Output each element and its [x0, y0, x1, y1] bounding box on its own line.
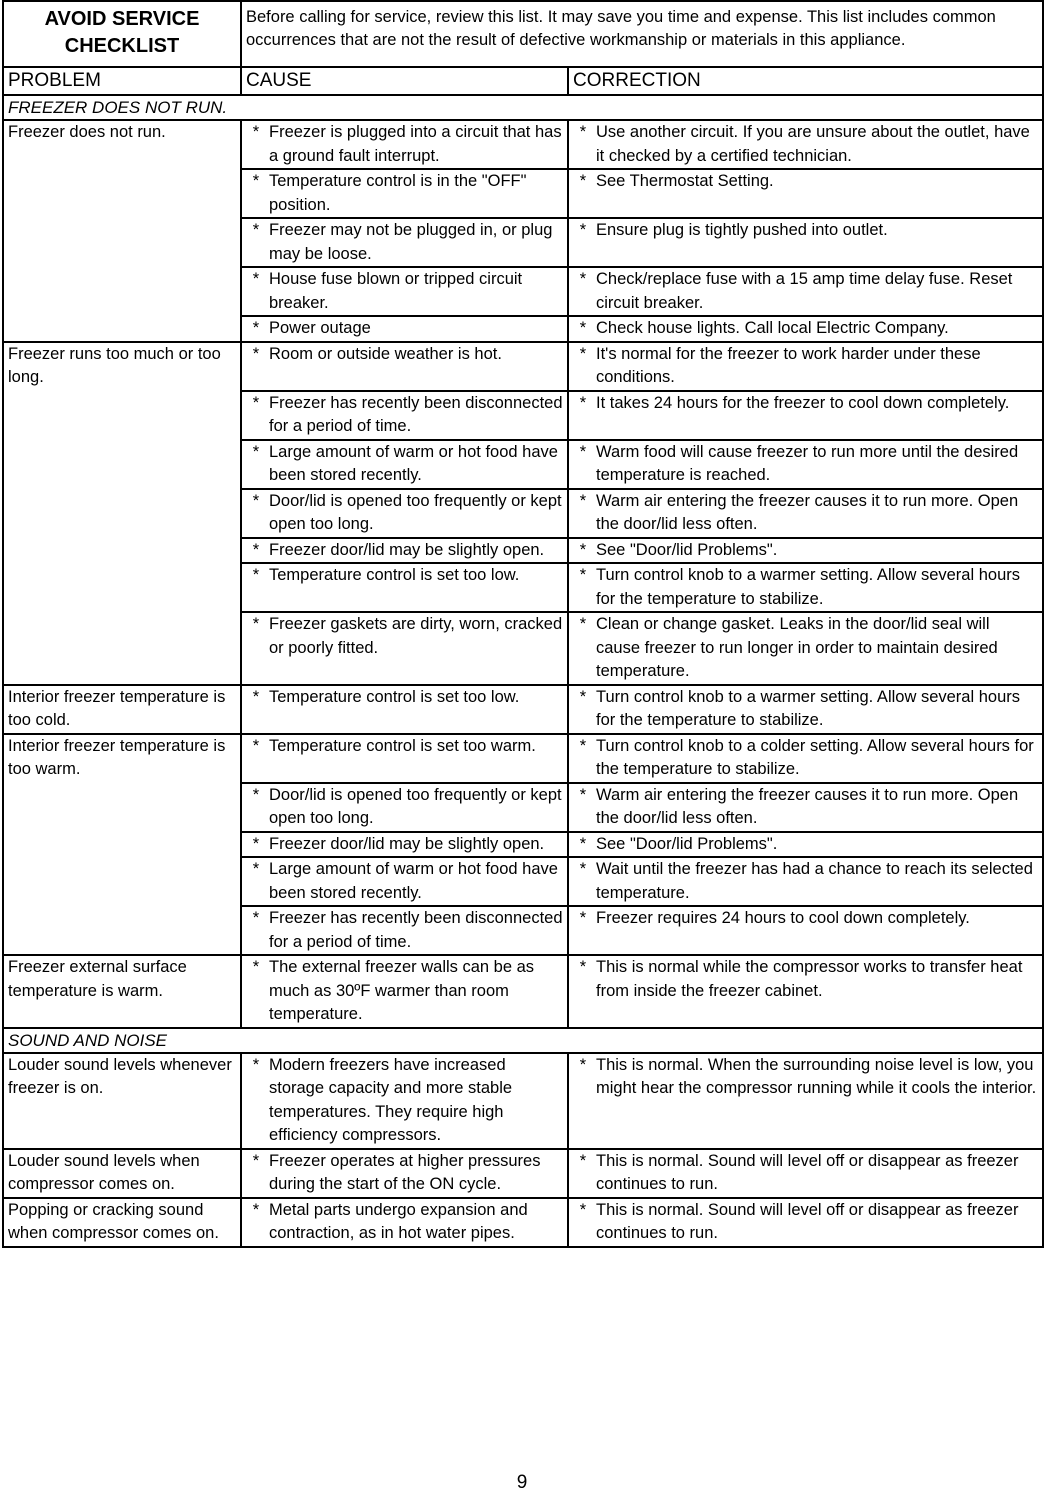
correction-item — [573, 219, 1038, 243]
correction-text: Warm air entering the freezer causes it to run more. Open the door/lid less often. — [596, 785, 1019, 827]
cause-cell — [241, 612, 568, 685]
cause-item — [246, 613, 563, 660]
bullet-marker: * — [252, 615, 260, 633]
correction-item — [573, 907, 1038, 931]
checklist-row — [3, 734, 1043, 783]
cause-text: Room or outside weather is hot. — [269, 344, 502, 363]
problem-cell: Louder sound levels whenever freezer is on. — [3, 1053, 241, 1149]
checklist-row — [3, 685, 1043, 734]
problem-cell: Louder sound levels when compressor comes on. — [3, 1149, 241, 1198]
cause-text: Modern freezers have increased storage capacity and more stable temperatures. They require high efficiency compressors. — [269, 1055, 513, 1144]
correction-text: Turn control knob to a warmer setting. Allow several hours for the temperature to stabilize. — [596, 687, 1020, 729]
bullet-marker: * — [252, 958, 260, 976]
bullet-marker: * — [579, 1151, 587, 1170]
checklist-row — [3, 1198, 1043, 1247]
bullet-marker: * — [579, 442, 587, 461]
correction-cell — [568, 120, 1043, 169]
correction-text: It's normal for the freezer to work harder under these conditions. — [596, 344, 981, 386]
correction-cell — [568, 955, 1043, 1028]
correction-text: Turn control knob to a colder setting. Allow several hours for the temperature to stabilize. — [596, 736, 1034, 778]
cause-item — [246, 219, 563, 266]
bullet-marker: * — [579, 785, 587, 804]
cause-cell — [241, 1198, 568, 1247]
cause-item — [246, 539, 563, 563]
checklist-row — [3, 1053, 1043, 1149]
cause-cell — [241, 342, 568, 391]
correction-text: Clean or change gasket. Leaks in the door/lid seal will cause freezer to run longer in order to maintain desired temperature. — [596, 615, 998, 680]
correction-cell — [568, 316, 1043, 342]
correction-item — [573, 170, 1038, 194]
bullet-marker: * — [579, 221, 587, 239]
bullet-marker: * — [579, 1200, 587, 1219]
correction-item — [573, 1150, 1038, 1197]
cause-item — [246, 858, 563, 905]
cause-item — [246, 784, 563, 831]
cause-cell — [241, 832, 568, 858]
bullet-marker: * — [252, 491, 260, 510]
bullet-marker: * — [579, 393, 587, 412]
bullet-marker: * — [579, 540, 587, 559]
checklist-row — [3, 120, 1043, 169]
correction-cell — [568, 489, 1043, 538]
cause-text: Freezer may not be plugged in, or plug may be loose. — [269, 221, 553, 263]
bullet-marker: * — [579, 491, 587, 510]
bullet-marker: * — [252, 785, 260, 804]
cause-item — [246, 833, 563, 857]
cause-item — [246, 121, 563, 168]
correction-text: Warm food will cause freezer to run more until the desired temperature is reached. — [596, 442, 1019, 484]
cause-text: House fuse blown or tripped circuit breaker. — [269, 270, 523, 312]
bullet-marker: * — [252, 736, 260, 755]
correction-cell — [568, 538, 1043, 564]
correction-text: Use another circuit. If you are unsure about the outlet, have it checked by a certified technician. — [596, 123, 1030, 165]
page-number: 9 — [516, 1472, 528, 1493]
cause-item — [246, 956, 563, 1027]
correction-cell — [568, 783, 1043, 832]
correction-text: Wait until the freezer has had a chance to reach its selected temperature. — [596, 860, 1033, 902]
checklist-row — [3, 955, 1043, 1028]
cause-cell — [241, 685, 568, 734]
cause-text: Door/lid is opened too frequently or kept open too long. — [269, 491, 562, 533]
bullet-marker: * — [579, 270, 587, 288]
problem-cell: Freezer runs too much or too long. — [3, 342, 241, 685]
checklist-intro: Before calling for service, review this list. It may save you time and expense. This list includes common occurrences that are not the result of defective workmanship or materials in this appliance. — [241, 1, 1043, 67]
bullet-marker: * — [252, 1200, 260, 1219]
problem-cell: Interior freezer temperature is too warm. — [3, 734, 241, 956]
section-title: FREEZER DOES NOT RUN. — [3, 95, 1043, 120]
bullet-marker: * — [579, 860, 587, 878]
cause-item — [246, 735, 563, 759]
bullet-marker: * — [252, 319, 260, 337]
correction-cell — [568, 1053, 1043, 1149]
cause-item — [246, 1199, 563, 1246]
cause-cell — [241, 563, 568, 612]
correction-text: This is normal. Sound will level off or disappear as freezer continues to run. — [596, 1200, 1019, 1242]
bullet-marker: * — [579, 1055, 587, 1074]
correction-cell — [568, 218, 1043, 267]
cause-text: Large amount of warm or hot food have been stored recently. — [269, 442, 558, 484]
bullet-marker: * — [579, 344, 587, 363]
cause-cell — [241, 857, 568, 906]
correction-item — [573, 956, 1038, 1003]
correction-text: Ensure plug is tightly pushed into outlet. — [596, 221, 888, 239]
correction-text: Check/replace fuse with a 15 amp time delay fuse. Reset circuit breaker. — [596, 270, 1013, 312]
bullet-marker: * — [579, 566, 587, 584]
correction-item — [573, 441, 1038, 488]
cause-text: Freezer has recently been disconnected for a period of time. — [269, 393, 563, 435]
cause-text: Large amount of warm or hot food have been stored recently. — [269, 860, 558, 902]
bullet-marker: * — [252, 270, 260, 288]
checklist-row — [3, 1149, 1043, 1198]
cause-cell — [241, 955, 568, 1028]
cause-cell — [241, 489, 568, 538]
correction-cell — [568, 563, 1043, 612]
correction-item — [573, 735, 1038, 782]
cause-cell — [241, 440, 568, 489]
correction-cell — [568, 440, 1043, 489]
cause-item — [246, 907, 563, 954]
correction-text: It takes 24 hours for the freezer to cool down completely. — [596, 393, 1010, 412]
cause-cell — [241, 218, 568, 267]
correction-cell — [568, 1149, 1043, 1198]
cause-item — [246, 317, 563, 341]
bullet-marker: * — [252, 909, 260, 927]
bullet-marker: * — [252, 566, 260, 584]
column-header-correction: CORRECTION — [568, 67, 1043, 95]
cause-item — [246, 343, 563, 367]
correction-cell — [568, 267, 1043, 316]
problem-cell: Popping or cracking sound when compressor comes on. — [3, 1198, 241, 1247]
cause-cell — [241, 267, 568, 316]
cause-text: Metal parts undergo expansion and contraction, as in hot water pipes. — [269, 1200, 528, 1242]
cause-text: The external freezer walls can be as much as 30ºF warmer than room temperature. — [269, 958, 535, 1023]
correction-item — [573, 539, 1038, 563]
checklist-row — [3, 342, 1043, 391]
correction-item — [573, 343, 1038, 390]
bullet-marker: * — [579, 834, 587, 853]
column-header-row — [3, 67, 1043, 95]
cause-text: Temperature control is set too low. — [269, 687, 520, 706]
cause-cell — [241, 1053, 568, 1149]
correction-cell — [568, 391, 1043, 440]
bullet-marker: * — [252, 221, 260, 239]
correction-item — [573, 784, 1038, 831]
cause-item — [246, 564, 563, 588]
service-checklist-table — [2, 0, 1044, 1248]
correction-text: See "Door/lid Problems". — [596, 834, 778, 853]
correction-cell — [568, 169, 1043, 218]
bullet-marker: * — [579, 687, 587, 706]
cause-text: Temperature control is set too low. — [269, 566, 520, 584]
correction-text: Freezer requires 24 hours to cool down completely. — [596, 909, 970, 927]
problem-cell: Interior freezer temperature is too cold. — [3, 685, 241, 734]
correction-item — [573, 268, 1038, 315]
bullet-marker: * — [252, 687, 260, 706]
correction-cell — [568, 685, 1043, 734]
cause-cell — [241, 538, 568, 564]
cause-item — [246, 686, 563, 710]
correction-item — [573, 317, 1038, 341]
cause-text: Freezer has recently been disconnected for a period of time. — [269, 909, 563, 951]
cause-text: Freezer door/lid may be slightly open. — [269, 540, 545, 559]
correction-text: See "Door/lid Problems". — [596, 540, 778, 559]
cause-text: Temperature control is set too warm. — [269, 736, 536, 755]
correction-cell — [568, 832, 1043, 858]
section-header-row — [3, 95, 1043, 120]
cause-text: Door/lid is opened too frequently or kept open too long. — [269, 785, 562, 827]
bullet-marker: * — [579, 123, 587, 141]
bullet-marker: * — [252, 1055, 260, 1074]
cause-item — [246, 1150, 563, 1197]
cause-text: Freezer is plugged into a circuit that has a ground fault interrupt. — [269, 123, 562, 165]
column-header-cause: CAUSE — [241, 67, 568, 95]
correction-item — [573, 392, 1038, 416]
bullet-marker: * — [579, 615, 587, 633]
section-title: SOUND AND NOISE — [3, 1028, 1043, 1053]
correction-item — [573, 1054, 1038, 1101]
checklist-body — [3, 95, 1043, 1247]
cause-item — [246, 392, 563, 439]
bullet-marker: * — [252, 344, 260, 363]
cause-cell — [241, 783, 568, 832]
correction-item — [573, 613, 1038, 684]
problem-cell: Freezer external surface temperature is warm. — [3, 955, 241, 1028]
correction-text: Turn control knob to a warmer setting. Allow several hours for the temperature to stabilize. — [596, 566, 1020, 608]
bullet-marker: * — [252, 860, 260, 878]
correction-text: Check house lights. Call local Electric Company. — [596, 319, 949, 337]
correction-item — [573, 564, 1038, 611]
cause-text: Freezer gaskets are dirty, worn, cracked or poorly fitted. — [269, 615, 563, 657]
correction-cell — [568, 342, 1043, 391]
correction-cell — [568, 734, 1043, 783]
cause-item — [246, 1054, 563, 1148]
bullet-marker: * — [252, 442, 260, 461]
cause-item — [246, 170, 563, 217]
bullet-marker: * — [252, 540, 260, 559]
bullet-marker: * — [579, 958, 587, 976]
correction-cell — [568, 1198, 1043, 1247]
correction-item — [573, 121, 1038, 168]
correction-item — [573, 490, 1038, 537]
cause-cell — [241, 906, 568, 955]
correction-item — [573, 833, 1038, 857]
section-header-row — [3, 1028, 1043, 1053]
cause-cell — [241, 734, 568, 783]
correction-text: This is normal. Sound will level off or disappear as freezer continues to run. — [596, 1151, 1019, 1193]
correction-item — [573, 858, 1038, 905]
correction-cell — [568, 857, 1043, 906]
correction-cell — [568, 612, 1043, 685]
cause-cell — [241, 1149, 568, 1198]
bullet-marker: * — [579, 909, 587, 927]
cause-text: Temperature control is in the "OFF" position. — [269, 172, 527, 214]
correction-cell — [568, 906, 1043, 955]
bullet-marker: * — [579, 736, 587, 755]
cause-cell — [241, 120, 568, 169]
cause-text: Freezer operates at higher pressures during the start of the ON cycle. — [269, 1151, 541, 1193]
column-header-problem: PROBLEM — [3, 67, 241, 95]
bullet-marker: * — [252, 834, 260, 853]
bullet-marker: * — [579, 319, 587, 337]
cause-text: Power outage — [269, 319, 371, 337]
cause-cell — [241, 391, 568, 440]
correction-text: See Thermostat Setting. — [596, 172, 774, 190]
bullet-marker: * — [579, 172, 587, 190]
cause-item — [246, 268, 563, 315]
checklist-title: AVOID SERVICE CHECKLIST — [3, 1, 241, 67]
cause-cell — [241, 316, 568, 342]
bullet-marker: * — [252, 172, 260, 190]
cause-item — [246, 441, 563, 488]
correction-item — [573, 686, 1038, 733]
problem-cell: Freezer does not run. — [3, 120, 241, 342]
correction-text: This is normal. When the surrounding noise level is low, you might hear the compressor running while it cools the interior. — [596, 1055, 1037, 1097]
correction-item — [573, 1199, 1038, 1246]
cause-cell — [241, 169, 568, 218]
bullet-marker: * — [252, 123, 260, 141]
correction-text: This is normal while the compressor works to transfer heat from inside the freezer cabinet. — [596, 958, 1023, 1000]
cause-text: Freezer door/lid may be slightly open. — [269, 834, 545, 853]
bullet-marker: * — [252, 393, 260, 412]
correction-text: Warm air entering the freezer causes it to run more. Open the door/lid less often. — [596, 491, 1019, 533]
checklist-header-row — [3, 1, 1043, 67]
bullet-marker: * — [252, 1151, 260, 1170]
cause-item — [246, 490, 563, 537]
